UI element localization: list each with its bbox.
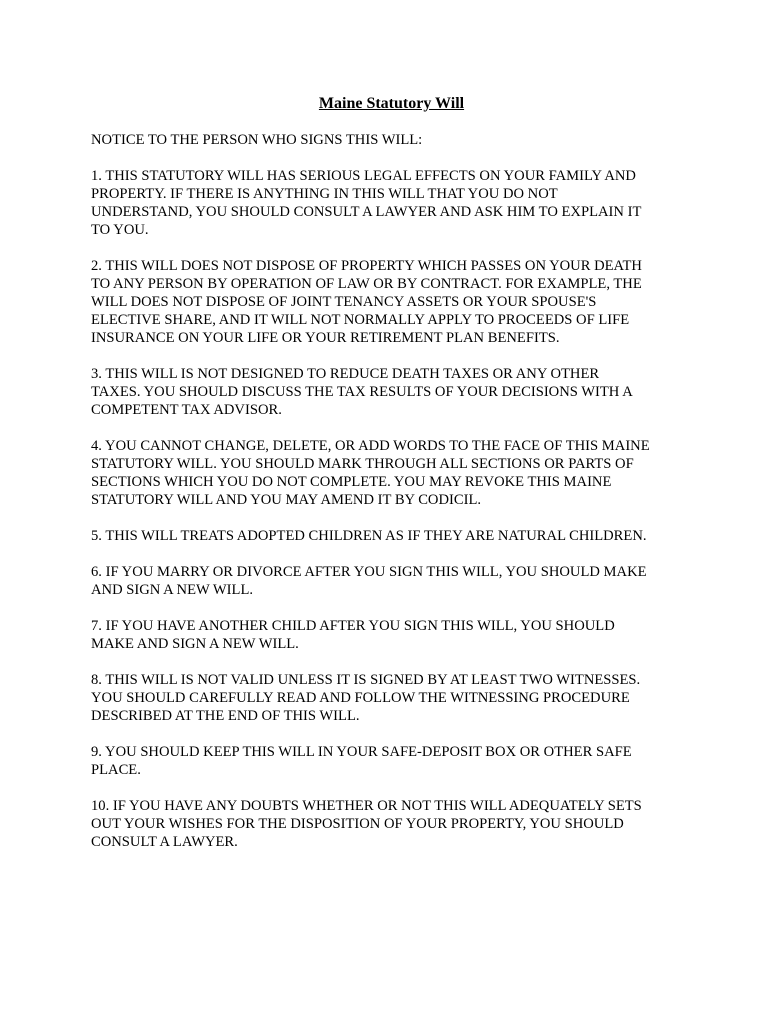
notice-item-1: 1. THIS STATUTORY WILL HAS SERIOUS LEGAL EFFECTS ON YOUR FAMILY AND PROPERTY. IF THERE IS ANYTHING IN THIS WILL THAT YOU DO NOT UNDERSTAND, YOU SHOULD CONSULT A LAWYER AND ASK HIM TO EXPLAIN IT TO YOU.: [91, 168, 642, 238]
page-title: Maine Statutory Will: [318, 95, 465, 112]
notice-heading: NOTICE TO THE PERSON WHO SIGNS THIS WILL:: [91, 132, 423, 148]
notice-item-2: 2. THIS WILL DOES NOT DISPOSE OF PROPERTY WHICH PASSES ON YOUR DEATH TO ANY PERSON BY OPERATION OF LAW OR BY CONTRACT. FOR EXAMPLE, THE WILL DOES NOT DISPOSE OF JOINT TENANCY ASSETS OR YOUR SPOUSE'S ELECTIVE SHARE, AND IT WILL NOT NORMALLY APPLY TO PROCEEDS OF LIFE INSURANCE ON YOUR LIFE OR YOUR RETIREMENT PLAN BENEFITS.: [91, 258, 642, 346]
notice-item-7: 7. IF YOU HAVE ANOTHER CHILD AFTER YOU SIGN THIS WILL, YOU SHOULD MAKE AND SIGN A NEW WILL.: [91, 618, 615, 652]
notice-item-4: 4. YOU CANNOT CHANGE, DELETE, OR ADD WORDS TO THE FACE OF THIS MAINE STATUTORY WILL. YOU SHOULD MARK THROUGH ALL SECTIONS OR PARTS OF SECTIONS WHICH YOU DO NOT COMPLETE. YOU MAY REVOKE THIS MAINE STATUTORY WILL AND YOU MAY AMEND IT BY CODICIL.: [91, 438, 650, 508]
notice-item-8: 8. THIS WILL IS NOT VALID UNLESS IT IS SIGNED BY AT LEAST TWO WITNESSES. YOU SHOULD CAREFULLY READ AND FOLLOW THE WITNESSING PROCEDURE DESCRIBED AT THE END OF THIS WILL.: [91, 672, 641, 724]
notice-item-6: 6. IF YOU MARRY OR DIVORCE AFTER YOU SIGN THIS WILL, YOU SHOULD MAKE AND SIGN A NEW WILL.: [91, 564, 647, 598]
notice-item-9: 9. YOU SHOULD KEEP THIS WILL IN YOUR SAFE-DEPOSIT BOX OR OTHER SAFE PLACE.: [91, 744, 632, 778]
notice-item-10: 10. IF YOU HAVE ANY DOUBTS WHETHER OR NOT THIS WILL ADEQUATELY SETS OUT YOUR WISHES FOR THE DISPOSITION OF YOUR PROPERTY, YOU SHOULD CONSULT A LAWYER.: [91, 798, 642, 850]
notice-item-5: 5. THIS WILL TREATS ADOPTED CHILDREN AS IF THEY ARE NATURAL CHILDREN.: [91, 528, 647, 544]
notice-item-3: 3. THIS WILL IS NOT DESIGNED TO REDUCE DEATH TAXES OR ANY OTHER TAXES. YOU SHOULD DISCUSS THE TAX RESULTS OF YOUR DECISIONS WITH A COMPETENT TAX ADVISOR.: [91, 366, 633, 418]
